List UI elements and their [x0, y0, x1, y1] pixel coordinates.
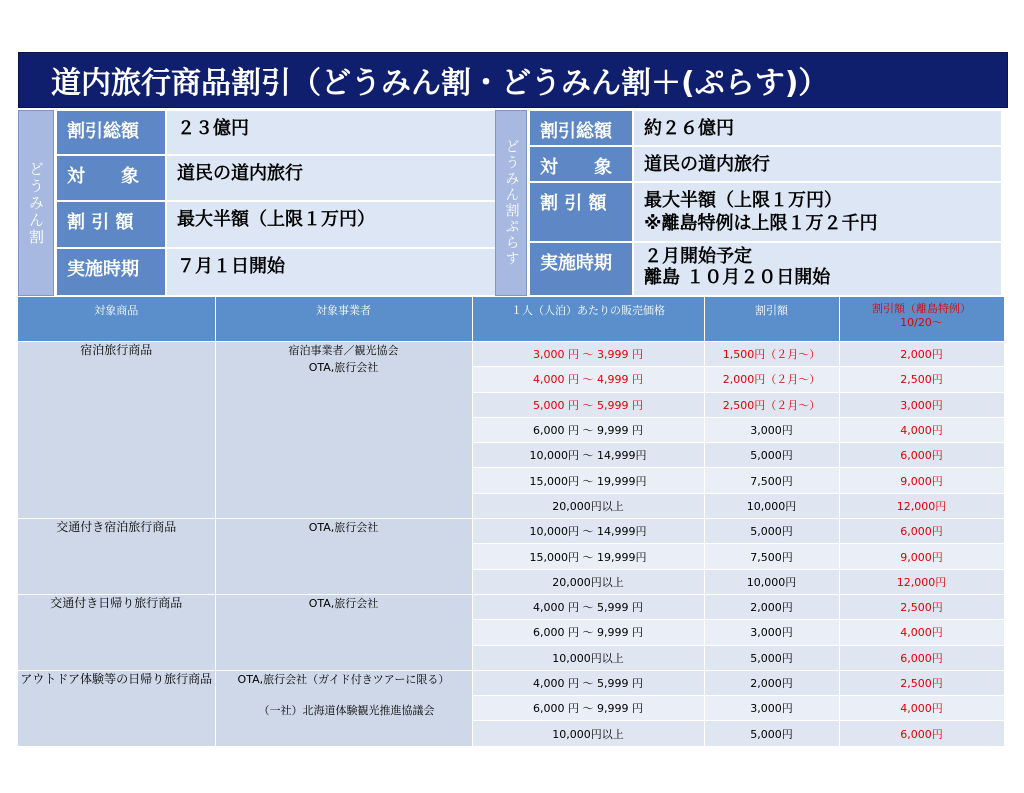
row-total	[56, 110, 498, 155]
label-discount: 割 引 額	[56, 201, 166, 248]
business-line: 宿泊事業者／観光協会	[288, 344, 399, 357]
table-row	[18, 670, 1004, 695]
island-discount-cell: 2,500円	[839, 670, 1004, 695]
header-product: 対象商品	[18, 297, 215, 342]
island-discount-cell: 4,000円	[839, 696, 1004, 721]
value-period-cell	[633, 242, 1002, 296]
table-row	[18, 342, 1004, 367]
island-discount-cell: 6,000円	[839, 645, 1004, 670]
price-cell: 4,000 円 ～ 5,999 円	[472, 670, 704, 695]
header-discount: 割引額	[704, 297, 839, 342]
label-total: 割引総額	[529, 110, 633, 146]
price-cell: 10,000円 ～ 14,999円	[472, 519, 704, 544]
business-cell	[215, 670, 472, 746]
discount-cell: 7,500円	[704, 544, 839, 569]
discount-cell: 5,000円	[704, 519, 839, 544]
label-discount: 割 引 額	[529, 182, 633, 242]
business-line: OTA,旅行会社	[308, 521, 379, 535]
business-cell	[215, 594, 472, 670]
row-period	[529, 242, 1002, 296]
island-discount-cell: 3,000円	[839, 392, 1004, 417]
business-line: OTA,旅行会社	[308, 596, 379, 610]
discount-cell: 5,000円	[704, 721, 839, 746]
price-cell: 10,000円以上	[472, 645, 704, 670]
price-cell: 20,000円以上	[472, 569, 704, 594]
price-cell: 6,000 円 ～ 9,999 円	[472, 696, 704, 721]
label-period: 実施時期	[56, 248, 166, 296]
panel-tab-label: どうみん割ぷらす	[495, 110, 527, 296]
value-discount-cell	[633, 182, 1002, 242]
value-target: 道民の道内旅行	[166, 155, 498, 201]
island-discount-cell: 9,000円	[839, 468, 1004, 493]
header-island-label: 割引額（離島特例）	[872, 302, 971, 315]
header-price: １人（人泊）あたりの販売価格	[472, 297, 704, 342]
page-title: 道内旅行商品割引（どうみん割・どうみん割＋(ぷらす)）	[51, 66, 829, 101]
product-category-cell: 交通付き宿泊旅行商品	[18, 519, 215, 595]
label-period: 実施時期	[529, 242, 633, 296]
table-row	[18, 594, 1004, 619]
price-cell: 20,000円以上	[472, 493, 704, 518]
island-discount-cell: 12,000円	[839, 569, 1004, 594]
island-discount-cell: 12,000円	[839, 493, 1004, 518]
label-target: 対 象	[529, 146, 633, 182]
price-cell: 10,000円以上	[472, 721, 704, 746]
discount-table	[18, 297, 1005, 747]
value-total: 約２６億円	[633, 110, 1002, 146]
discount-cell: 2,000円	[704, 594, 839, 619]
product-category-cell: 宿泊旅行商品	[18, 342, 215, 519]
product-category-cell: アウトドア体験等の日帰り旅行商品	[18, 670, 215, 746]
island-discount-cell: 6,000円	[839, 519, 1004, 544]
business-line: OTA,旅行会社	[308, 361, 379, 374]
price-cell: 5,000 円 ～ 5,999 円	[472, 392, 704, 417]
price-cell: 15,000円 ～ 19,999円	[472, 468, 704, 493]
island-discount-cell: 9,000円	[839, 544, 1004, 569]
table-header-row	[18, 297, 1004, 342]
panel-tab-label: どうみん割	[18, 110, 54, 296]
discount-cell: 3,000円	[704, 696, 839, 721]
discount-cell: 7,500円	[704, 468, 839, 493]
price-cell: 10,000円 ～ 14,999円	[472, 443, 704, 468]
business-line: OTA,旅行会社（ガイド付きツアーに限る）	[237, 672, 450, 686]
island-discount-cell: 2,500円	[839, 594, 1004, 619]
doumin-wari-plus-panel	[495, 110, 1002, 296]
price-cell: 4,000 円 ～ 4,999 円	[472, 367, 704, 392]
row-target	[529, 146, 1002, 182]
value-period: ７月１日開始	[166, 248, 498, 296]
header-island-date: 10/20～	[900, 316, 943, 329]
value-total: ２３億円	[166, 110, 498, 155]
discount-cell: 2,000円（２月～）	[704, 367, 839, 392]
label-target: 対 象	[56, 155, 166, 201]
business-cell	[215, 342, 472, 519]
row-total	[529, 110, 1002, 146]
row-period	[56, 248, 498, 296]
title-bar	[18, 52, 1008, 108]
business-line: （一社）北海道体験観光推進協議会	[258, 703, 435, 717]
discount-cell: 1,500円（２月～）	[704, 342, 839, 367]
value-target: 道民の道内旅行	[633, 146, 1002, 182]
row-target	[56, 155, 498, 201]
discount-cell: 5,000円	[704, 645, 839, 670]
value-discount: 最大半額（上限１万円）	[166, 201, 498, 248]
discount-cell: 3,000円	[704, 620, 839, 645]
discount-cell: 10,000円	[704, 569, 839, 594]
table-row	[18, 519, 1004, 544]
value-period-island: 離島 １０月２０日開始	[644, 267, 831, 288]
price-cell: 4,000 円 ～ 5,999 円	[472, 594, 704, 619]
discount-cell: 3,000円	[704, 417, 839, 442]
business-cell	[215, 519, 472, 595]
price-cell: 6,000 円 ～ 9,999 円	[472, 620, 704, 645]
row-discount	[56, 201, 498, 248]
island-discount-cell: 4,000円	[839, 417, 1004, 442]
island-discount-cell: 2,000円	[839, 342, 1004, 367]
value-discount: 最大半額（上限１万円）	[644, 190, 842, 211]
value-period: ２月開始予定	[644, 246, 752, 267]
header-business: 対象事業者	[215, 297, 472, 342]
price-cell: 3,000 円 ～ 3,999 円	[472, 342, 704, 367]
price-cell: 6,000 円 ～ 9,999 円	[472, 417, 704, 442]
discount-cell: 5,000円	[704, 443, 839, 468]
discount-cell: 2,500円（２月～）	[704, 392, 839, 417]
island-discount-cell: 4,000円	[839, 620, 1004, 645]
discount-cell: 10,000円	[704, 493, 839, 518]
doumin-wari-panel	[18, 110, 498, 296]
island-discount-cell: 6,000円	[839, 721, 1004, 746]
discount-cell: 2,000円	[704, 670, 839, 695]
price-cell: 15,000円 ～ 19,999円	[472, 544, 704, 569]
island-discount-cell: 2,500円	[839, 367, 1004, 392]
island-discount-cell: 6,000円	[839, 443, 1004, 468]
row-discount	[529, 182, 1002, 242]
table-body	[18, 342, 1004, 747]
header-island-discount	[839, 297, 1004, 342]
label-total: 割引総額	[56, 110, 166, 155]
product-category-cell: 交通付き日帰り旅行商品	[18, 594, 215, 670]
value-discount-island: ※離島特例は上限１万２千円	[644, 213, 878, 234]
